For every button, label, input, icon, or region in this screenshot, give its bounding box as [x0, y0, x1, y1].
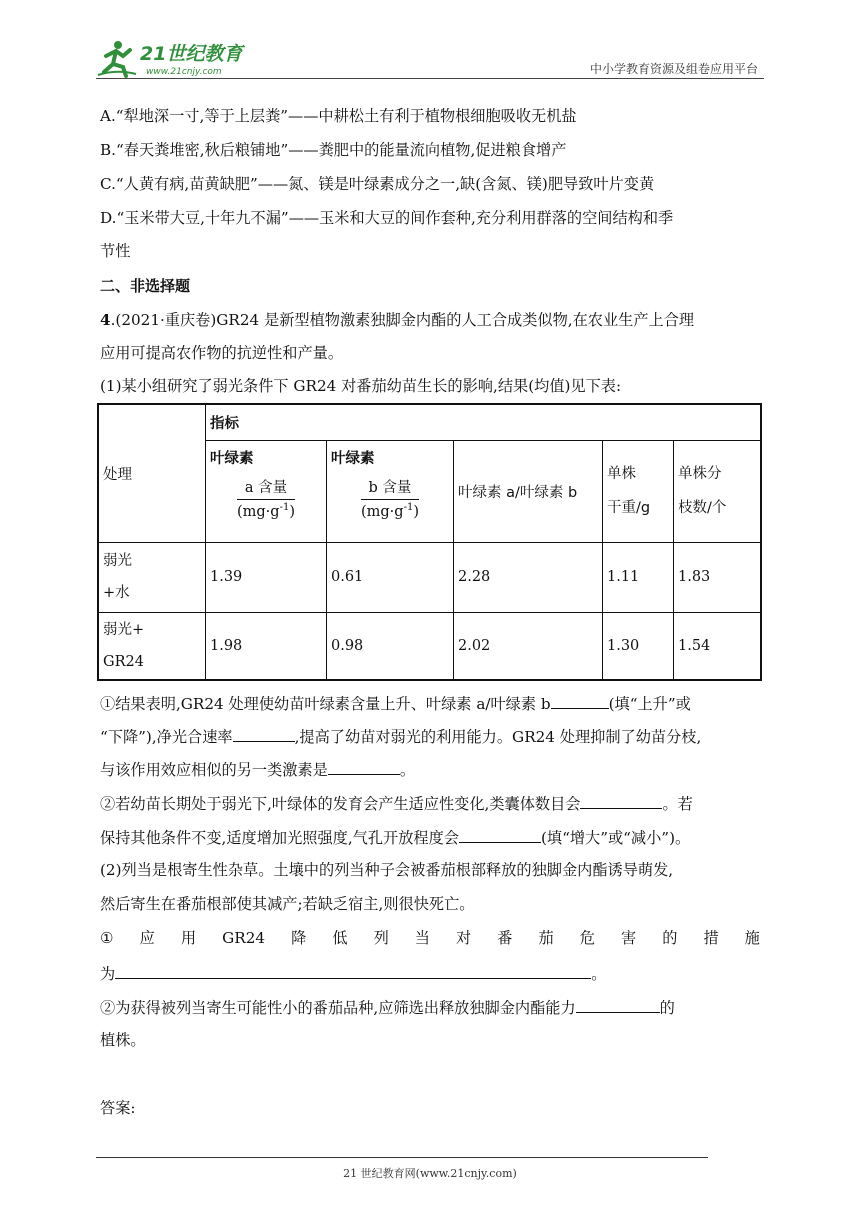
part1-stem: (1)某小组研究了弱光条件下 GR24 对番茄幼苗生长的影响,结果(均值)见下表:	[100, 377, 622, 395]
answer-blank[interactable]	[551, 692, 609, 709]
header-chl-a	[206, 440, 327, 542]
part2-stem-line2: 然后寄生在番茄根部使其减产;若缺乏宿主,则很快死亡。	[100, 895, 475, 913]
chl-b-title: 叶绿素	[331, 450, 375, 467]
cell-chl-a: 1.39	[206, 542, 327, 612]
answer-blank[interactable]	[115, 962, 591, 979]
cell-weight: 1.30	[603, 612, 674, 680]
chl-b-numerator: b 含量	[361, 476, 419, 500]
cell-ratio: 2.02	[454, 612, 603, 680]
cell-ratio: 2.28	[454, 542, 603, 612]
answer-blank[interactable]	[233, 725, 295, 742]
table-row	[98, 612, 761, 680]
cell-chl-a: 1.98	[206, 612, 327, 680]
header-treatment: 处理	[98, 404, 206, 542]
chl-b-unit: $(mg\cdot g^{-1})$	[360, 501, 419, 520]
header-branch-count: 单株分 枝数/个	[674, 440, 762, 542]
part2-q2-line2: 植株。	[100, 1031, 146, 1049]
option-d-line2: 节性	[100, 242, 131, 260]
part1-q2-line2: 保持其他条件不变,适度增加光照强度,气孔开放程度会 (填“增大”或“减小”)。	[100, 826, 690, 848]
cell-branch: 1.54	[674, 612, 762, 680]
cell-chl-b: 0.98	[327, 612, 454, 680]
platform-name: 中小学教育资源及组卷应用平台	[589, 62, 758, 76]
part1-q2-line1: ②若幼苗长期处于弱光下,叶绿体的发育会产生适应性变化,类囊体数目会 。若	[100, 792, 693, 814]
part1-q1-line3: 与该作用效应相似的另一类激素是 。	[100, 758, 415, 780]
option-d-line1: D.“玉米带大豆,十年九不漏”——玉米和大豆的间作套种,充分利用群落的空间结构和季	[100, 209, 674, 227]
cell-weight: 1.11	[603, 542, 674, 612]
question-4-intro	[100, 310, 694, 330]
chl-a-title: 叶绿素	[210, 450, 254, 467]
page-header	[96, 36, 764, 80]
option-b: B.“春天粪堆密,秋后粮铺地”——粪肥中的能量流向植物,促进粮食增产	[100, 141, 567, 159]
chl-a-fraction	[237, 476, 295, 520]
runner-icon	[98, 41, 136, 76]
part1-q1-line1: ①结果表明,GR24 处理使幼苗叶绿素含量上升、叶绿素 a/叶绿素 b (填“上升”或	[100, 692, 691, 714]
footer-text: 21 世纪教育网(www.21cnjy.com)	[343, 1167, 517, 1180]
section-title: 二、非选择题	[100, 277, 191, 295]
option-a: A.“犁地深一寸,等于上层粪”——中耕松土有利于植物根细胞吸收无机盐	[100, 107, 577, 125]
answer-blank[interactable]	[328, 758, 400, 775]
answer-blank[interactable]	[576, 996, 660, 1013]
part1-q1-line2: “下降”),净光合速率 ,提高了幼苗对弱光的利用能力。GR24 处理抑制了幼苗分枝,	[100, 725, 701, 747]
question-intro-line2: 应用可提高农作物的抗逆性和产量。	[100, 344, 343, 362]
question-number: 4	[100, 311, 111, 329]
part2-q2-line1: ②为获得被列当寄生可能性小的番茄品种,应筛选出释放独脚金内酯能力 的	[100, 996, 675, 1018]
chl-a-numerator: a 含量	[237, 476, 295, 500]
part2-q1-line1: ① 应 用 GR24 降 低 列 当 对 番 茄 危 害 的 措 施	[100, 929, 760, 947]
row-treatment: 弱光 +水	[98, 542, 206, 612]
results-table	[97, 403, 762, 681]
site-logo	[96, 36, 266, 80]
logo-text: 21世纪教育	[140, 43, 243, 65]
cell-branch: 1.83	[674, 542, 762, 612]
cell-chl-b: 0.61	[327, 542, 454, 612]
option-c: C.“人黄有病,苗黄缺肥”——氮、镁是叶绿素成分之一,缺(含氮、镁)肥导致叶片变黄	[100, 175, 655, 193]
table-row	[98, 542, 761, 612]
answer-blank[interactable]	[580, 792, 662, 809]
part2-stem-line1: (2)列当是根寄生性杂草。土壤中的列当种子会被番茄根部释放的独脚金内酯诱导萌发,	[100, 861, 674, 879]
header-dry-weight: 单株 干重/g	[603, 440, 674, 542]
header-index: 指标	[206, 404, 762, 440]
row-treatment: 弱光+ GR24	[98, 612, 206, 680]
chl-b-fraction	[361, 476, 419, 520]
question-intro-line1: .(2021·重庆卷)GR24 是新型植物激素独脚金内酯的人工合成类似物,在农业生产上合理	[110, 311, 695, 329]
chl-a-unit: $(mg\cdot g^{-1})$	[236, 501, 295, 520]
part2-q1-line2: 为 。	[100, 962, 606, 984]
answer-blank[interactable]	[459, 826, 541, 843]
header-chl-b	[327, 440, 454, 542]
answer-label: 答案:	[100, 1099, 136, 1117]
footer-divider	[96, 1157, 708, 1158]
header-divider	[96, 78, 764, 79]
header-ratio: 叶绿素 a/叶绿素 b	[454, 440, 603, 542]
logo-url: www.21cnjy.com	[146, 67, 222, 77]
